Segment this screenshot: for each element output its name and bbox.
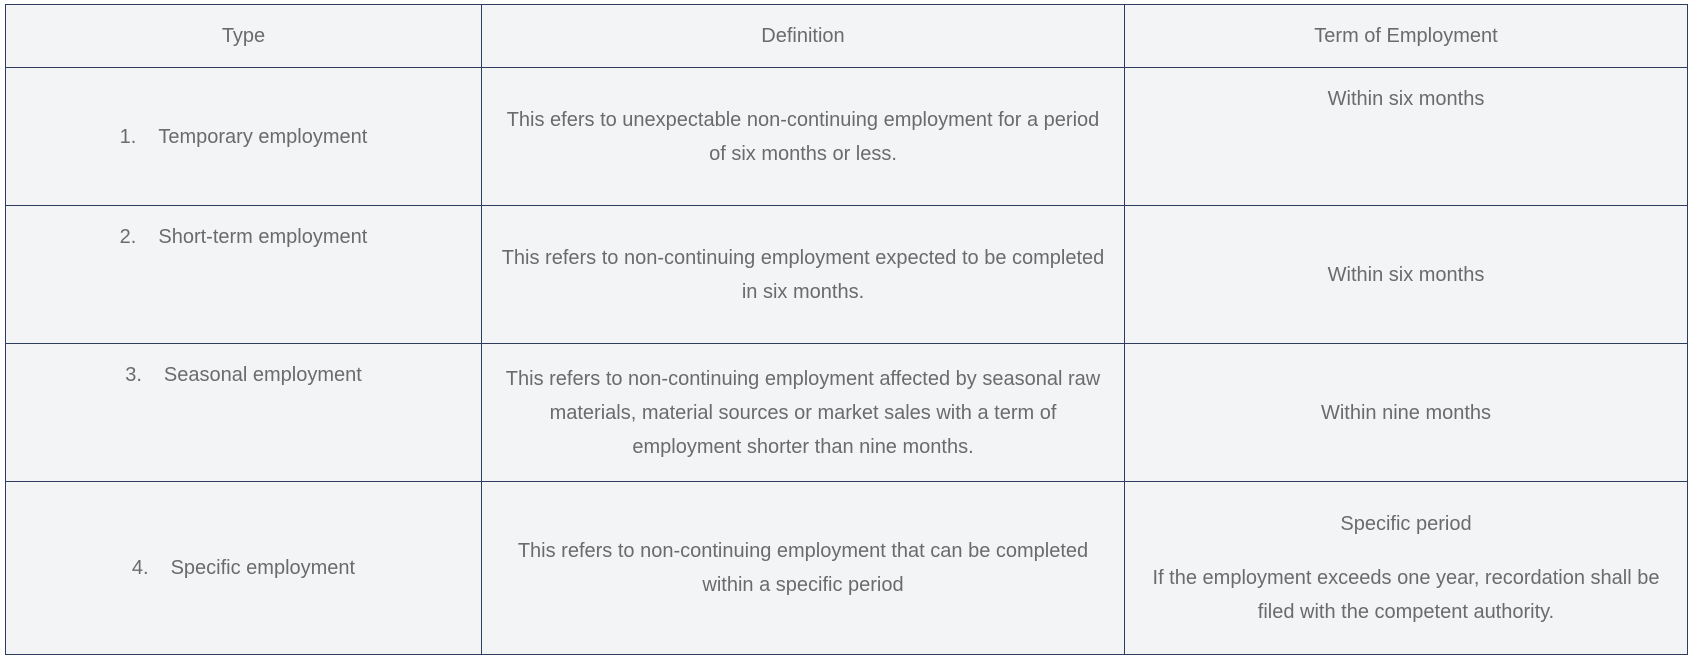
row-number: 4. — [131, 557, 149, 579]
term-cell — [1125, 68, 1688, 206]
type-cell — [6, 206, 482, 344]
definition-text: This refers to non-continuing employment expected to be completed in six months. — [501, 246, 1105, 303]
header-term: Term of Employment — [1125, 5, 1688, 68]
table-row — [6, 344, 1688, 482]
definition-cell — [482, 344, 1125, 482]
definition-cell — [482, 68, 1125, 206]
row-number: 2. — [119, 226, 137, 248]
type-cell — [6, 482, 482, 655]
term-cell — [1125, 344, 1688, 482]
row-number: 3. — [125, 364, 142, 386]
type-label: Short-term employment — [158, 226, 368, 248]
definition-text: This efers to unexpectable non-continuing employment for a period of six months or less. — [506, 108, 1100, 165]
table-row — [6, 68, 1688, 206]
term-text: Within six months — [1327, 88, 1485, 110]
definition-text: This refers to non-continuing employment affected by seasonal raw materials, material sources or market sales with a term of employment shorter than nine months. — [505, 367, 1101, 458]
employment-types-table — [5, 4, 1688, 655]
term-cell — [1125, 482, 1688, 655]
term-text: Specific period — [1340, 513, 1472, 535]
table-row — [6, 206, 1688, 344]
header-type: Type — [6, 5, 482, 68]
table-header-row — [6, 5, 1688, 68]
term-cell — [1125, 206, 1688, 344]
definition-cell — [482, 482, 1125, 655]
type-label: Temporary employment — [158, 125, 368, 148]
type-label: Specific employment — [170, 557, 356, 579]
type-cell — [6, 68, 482, 206]
definition-cell — [482, 206, 1125, 344]
table-row — [6, 482, 1688, 655]
type-cell — [6, 344, 482, 482]
type-label: Seasonal employment — [163, 364, 362, 386]
header-definition: Definition — [482, 5, 1125, 68]
term-note: If the employment exceeds one year, recordation shall be filed with the competent authority. — [1152, 567, 1660, 623]
employment-types-table-container — [5, 4, 1688, 655]
term-text: Within six months — [1327, 263, 1485, 286]
definition-text: This refers to non-continuing employment that can be completed within a specific period — [517, 540, 1089, 596]
term-text: Within nine months — [1320, 401, 1492, 424]
row-number: 1. — [119, 125, 137, 148]
